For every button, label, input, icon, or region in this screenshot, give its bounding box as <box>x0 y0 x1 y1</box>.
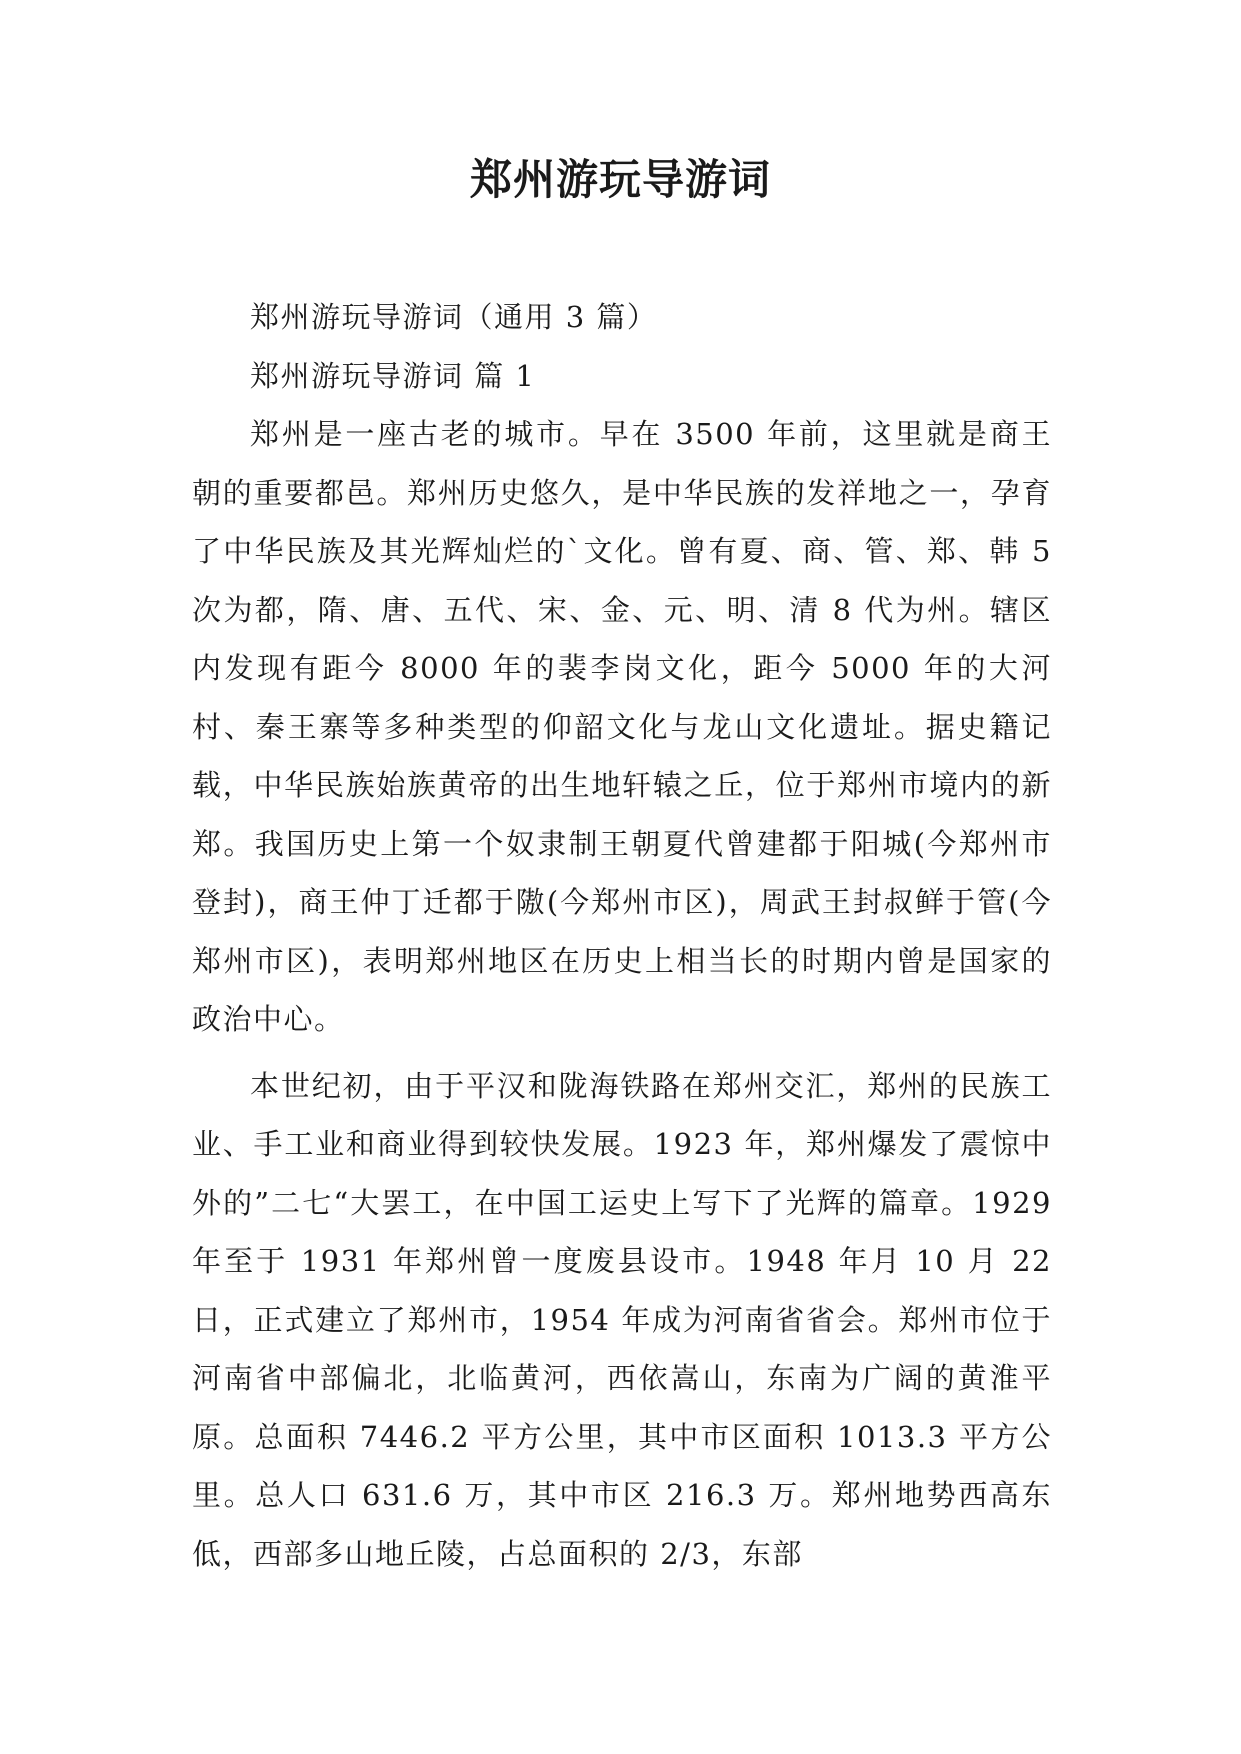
section-heading: 郑州游玩导游词 篇 1 <box>250 358 536 393</box>
paragraph-1: 郑州是一座古老的城市。早在 3500 年前，这里就是商王朝的重要都邑。郑州历史悠久，是中华民族的发祥地之一，孕育了中华民族及其光辉灿烂的`文化。曾有夏、商、管、郑、韩 5 次为都，隋、唐、五代、宋、金、元、明、清 8 代为州。辖区内发现有距今 8000 年的裴李岗文化，距今 5000 年的大河村、秦王寨等多种类型的仰韶文化与龙山文化遗址。据史籍记载，中华民族始族黄帝的出生地轩辕之丘，位于郑州市境内的新郑。我国历史上第一个奴隶制王朝夏代曾建都于阳城(今郑州市登封)，商王仲丁迁都于隞(今郑州市区)，周武王封叔鲜于管(今郑州市区)，表明郑州地区在历史上相当长的时期内曾是国家的政治中心。 <box>192 417 1052 1036</box>
document-subtitle: 郑州游玩导游词（通用 3 篇） <box>250 300 658 334</box>
paragraph-2: 本世纪初，由于平汉和陇海铁路在郑州交汇，郑州的民族工业、手工业和商业得到较快发展。1923 年，郑州爆发了震惊中外的”二七“大罢工，在中国工运史上写下了光辉的篇章。1929 年至于 1931 年郑州曾一度废县设市。1948 年月 10 月 22 日，正式建立了郑州市，1954 年成为河南省省会。郑州市位于河南省中部偏北，北临黄河，西依嵩山，东南为广阔的黄淮平原。总面积 7446.2 平方公里，其中市区面积 1013.3 平方公里。总人口 631.6 万，其中市区 216.3 万。郑州地势西高东低，西部多山地丘陵，占总面积的 2/3，东部 <box>192 1068 1052 1571</box>
document-body <box>192 288 1052 1583</box>
document-title: 郑州游玩导游词 <box>469 155 771 204</box>
